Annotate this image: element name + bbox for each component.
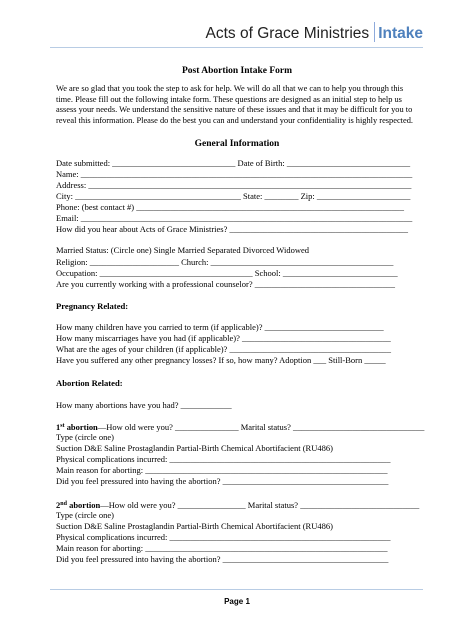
form-field-line[interactable]: Religion: _____________________ Church: ___________________________________________ [56,257,394,267]
form-field-line[interactable]: Address: ____________________________________________________________________________ [56,180,412,190]
form-field-line[interactable]: How many miscarriages have you had (if applicable)? ___________________________________ [56,333,391,343]
form-field-line[interactable]: Email: ______________________________________________________________________________ [56,213,413,223]
general-heading: General Information [194,139,280,149]
footer-rule [50,589,423,590]
intro-paragraph: We are so glad that you took the step to ask for help. We will do all that we can to help you through this time. Please fill out the following intake form. These questions are designed as an initial step to help us assess your needs. We understand the sensitive nature of these issues and that it may be difficult for you to reveal this information. Please do the best you can and understand your confidentiality is highly respected. [56,84,414,126]
form-field-line[interactable]: How many children have you carried to term (if applicable)? ____________________________ [56,322,384,332]
first-abortion-line[interactable]: 1st abortion—How old were you? _______________ Marital status? _______________________________ [56,422,425,432]
form-title: Post Abortion Intake Form [181,66,293,76]
abortion-type-options[interactable]: Suction D&E Saline Prostaglandin Partial-Birth Chemical Abortifacient (RU486) [56,521,333,531]
header-tag: Intake [378,25,423,42]
page-number: Page 1 [224,597,250,606]
form-field-line[interactable]: Main reason for aborting: _________________________________________________________ [56,465,388,475]
form-field-line[interactable]: Married Status: (Circle one) Single Married Separated Divorced Widowed [56,245,310,255]
form-field-line[interactable]: Phone: (best contact #) _______________________________________________________________ [56,202,405,212]
form-field-line[interactable]: Date submitted: _____________________________ Date of Birth: _____________________________ [56,158,411,168]
second-abortion-line[interactable]: 2nd abortion—How old were you? ________________ Marital status? ____________________________ [56,500,420,510]
form-field-line[interactable]: Are you currently working with a professional counselor? _________________________________ [56,279,395,289]
form-field-line[interactable]: What are the ages of your children (if applicable)? ______________________________________ [56,344,391,354]
form-field-line: Type (circle one) [56,510,114,520]
pregnancy-heading: Pregnancy Related: [56,301,129,311]
form-field-line[interactable]: Name: ______________________________________________________________________________ [56,169,413,179]
form-field-line[interactable]: How did you hear about Acts of Grace Ministries? __________________________________________ [56,224,408,234]
form-field-line[interactable]: How many abortions have you had? ____________ [56,400,232,410]
abortion-type-options[interactable]: Suction D&E Saline Prostaglandin Partial-Birth Chemical Abortifacient (RU486) [56,443,333,453]
form-field-line[interactable]: Did you feel pressured into having the abortion? _______________________________________ [56,476,389,486]
document-header [0,22,423,43]
form-field-line: Type (circle one) [56,432,114,442]
header-divider [374,22,375,42]
form-field-line[interactable]: Did you feel pressured into having the abortion? _______________________________________ [56,554,389,564]
form-field-line[interactable]: Physical complications incurred: ____________________________________________________ [56,532,391,542]
form-field-line[interactable]: City: _______________________________________ State: ________ Zip: ______________________ [56,191,411,201]
form-field-line[interactable]: Main reason for aborting: _________________________________________________________ [56,543,388,553]
organization-name: Acts of Grace Ministries [205,25,370,42]
form-field-line[interactable]: Have you suffered any other pregnancy losses? If so, how many? Adoption ___ Still-Born _____ [56,355,386,365]
abortion-heading: Abortion Related: [56,378,123,388]
form-field-line[interactable]: Occupation: ____________________________________ School: ___________________________ [56,268,398,278]
header-rule [50,47,423,48]
form-field-line[interactable]: Physical complications incurred: ____________________________________________________ [56,454,391,464]
